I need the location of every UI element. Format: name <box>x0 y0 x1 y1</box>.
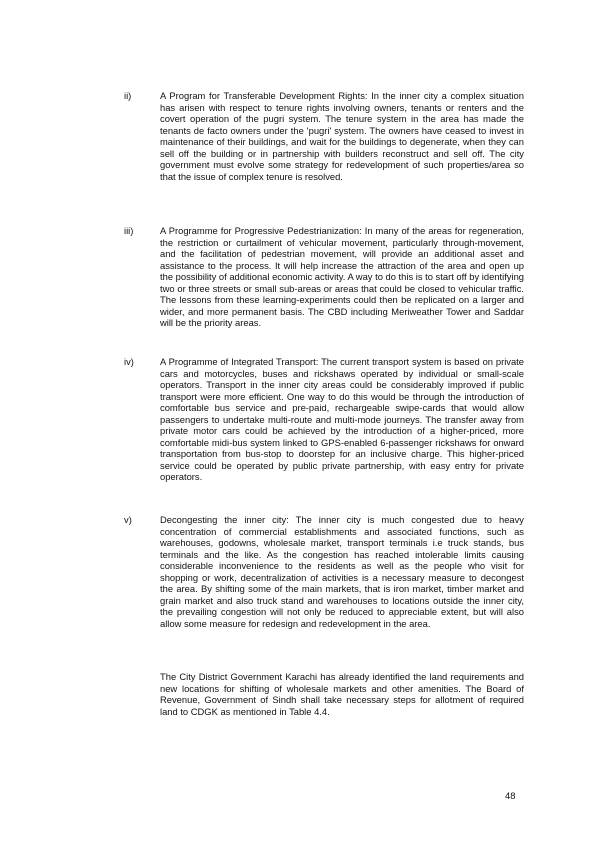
list-item-text: A Programme for Progressive Pedestrianization: In many of the areas for regeneration, the restriction or curtailment of vehicular movement, particularly through-movement, and the facilitation of pedestrian movement, will provide an additional asset and assistance to the process. It will help increase the attraction of the area and open up the possibility of additional economic activity. A way to do this is to start off by identifying two or three streets or small sub-areas or areas that could be closed to vehicular traffic. The lessons from these learning-experiments could then be replicated on a larger and wider, and more permanent basis. The CBD including Meriweather Tower and Saddar will be the priority areas. <box>160 225 524 328</box>
list-item-iii <box>124 225 524 329</box>
list-item-v <box>124 514 524 629</box>
list-item-number: ii) <box>124 90 132 101</box>
list-item-iv <box>124 356 524 483</box>
list-item-text: Decongesting the inner city: The inner city is much congested due to heavy concentration of commercial establishments and associated functions, such as warehouses, godowns, wholesale market, transport terminals i.e truck stands, bus terminals and the like. As the congestion has reached intolerable limits causing considerable inconvenience to the residents as well as the people who visit for shopping or work, decentralization of activities is a necessary measure to decongest the area. By shifting some of the main markets, that is iron market, timber market and grain market and also truck stand and warehouses to locations outside the inner city, the prevailing congestion will not only be reduced to appreciable extent, but will also allow some measure for redesign and redevelopment in the area. <box>160 514 524 629</box>
list-item-text: A Programme of Integrated Transport: The current transport system is based on private cars and motorcycles, buses and rickshaws operated by individual or small-scale operators. Transport in the inner city areas could be considerably improved if public transport were more efficient. One way to do this would be through the introduction of comfortable bus service and pre-paid, rechargeable swipe-cards that would allow passengers to undertake multi-route and multi-mode journeys. The transfer away from private motor cars could be achieved by the introduction of a higher-priced, more comfortable midi-bus system linked to GPS-enabled 6-passenger rickshaws for onward transportation from bus-stop to doorstep for an inclusive charge. This higher-priced service could be operated by public private partnership, with easy entry for private operators. <box>160 356 524 482</box>
closing-paragraph: The City District Government Karachi has already identified the land requirements and new locations for shifting of wholesale markets and other amenities. The Board of Revenue, Government of Sindh shall take necessary steps for allotment of required land to CDGK as mentioned in Table 4.4. <box>160 671 524 717</box>
list-item-text: A Program for Transferable Development Rights: In the inner city a complex situation has arisen with respect to tenure rights involving owners, tenants or renters and the covert operation of the pugri system. The tenure system in the area has made the tenants de facto owners under the 'pugri' system. The owners have ceased to invest in maintenance of their buildings, and wait for the buildings to degenerate, when they can sell off the building or in partnership with builders reconstruct and sell off. The city government must evolve some strategy for redevelopment of such properties/area so that the issue of complex tenure is resolved. <box>160 90 524 182</box>
page-number: 48 <box>505 790 516 801</box>
list-item-number: iv) <box>124 356 134 367</box>
list-item-number: iii) <box>124 225 134 236</box>
list-item-number: v) <box>124 514 132 525</box>
list-item-ii <box>124 90 524 182</box>
